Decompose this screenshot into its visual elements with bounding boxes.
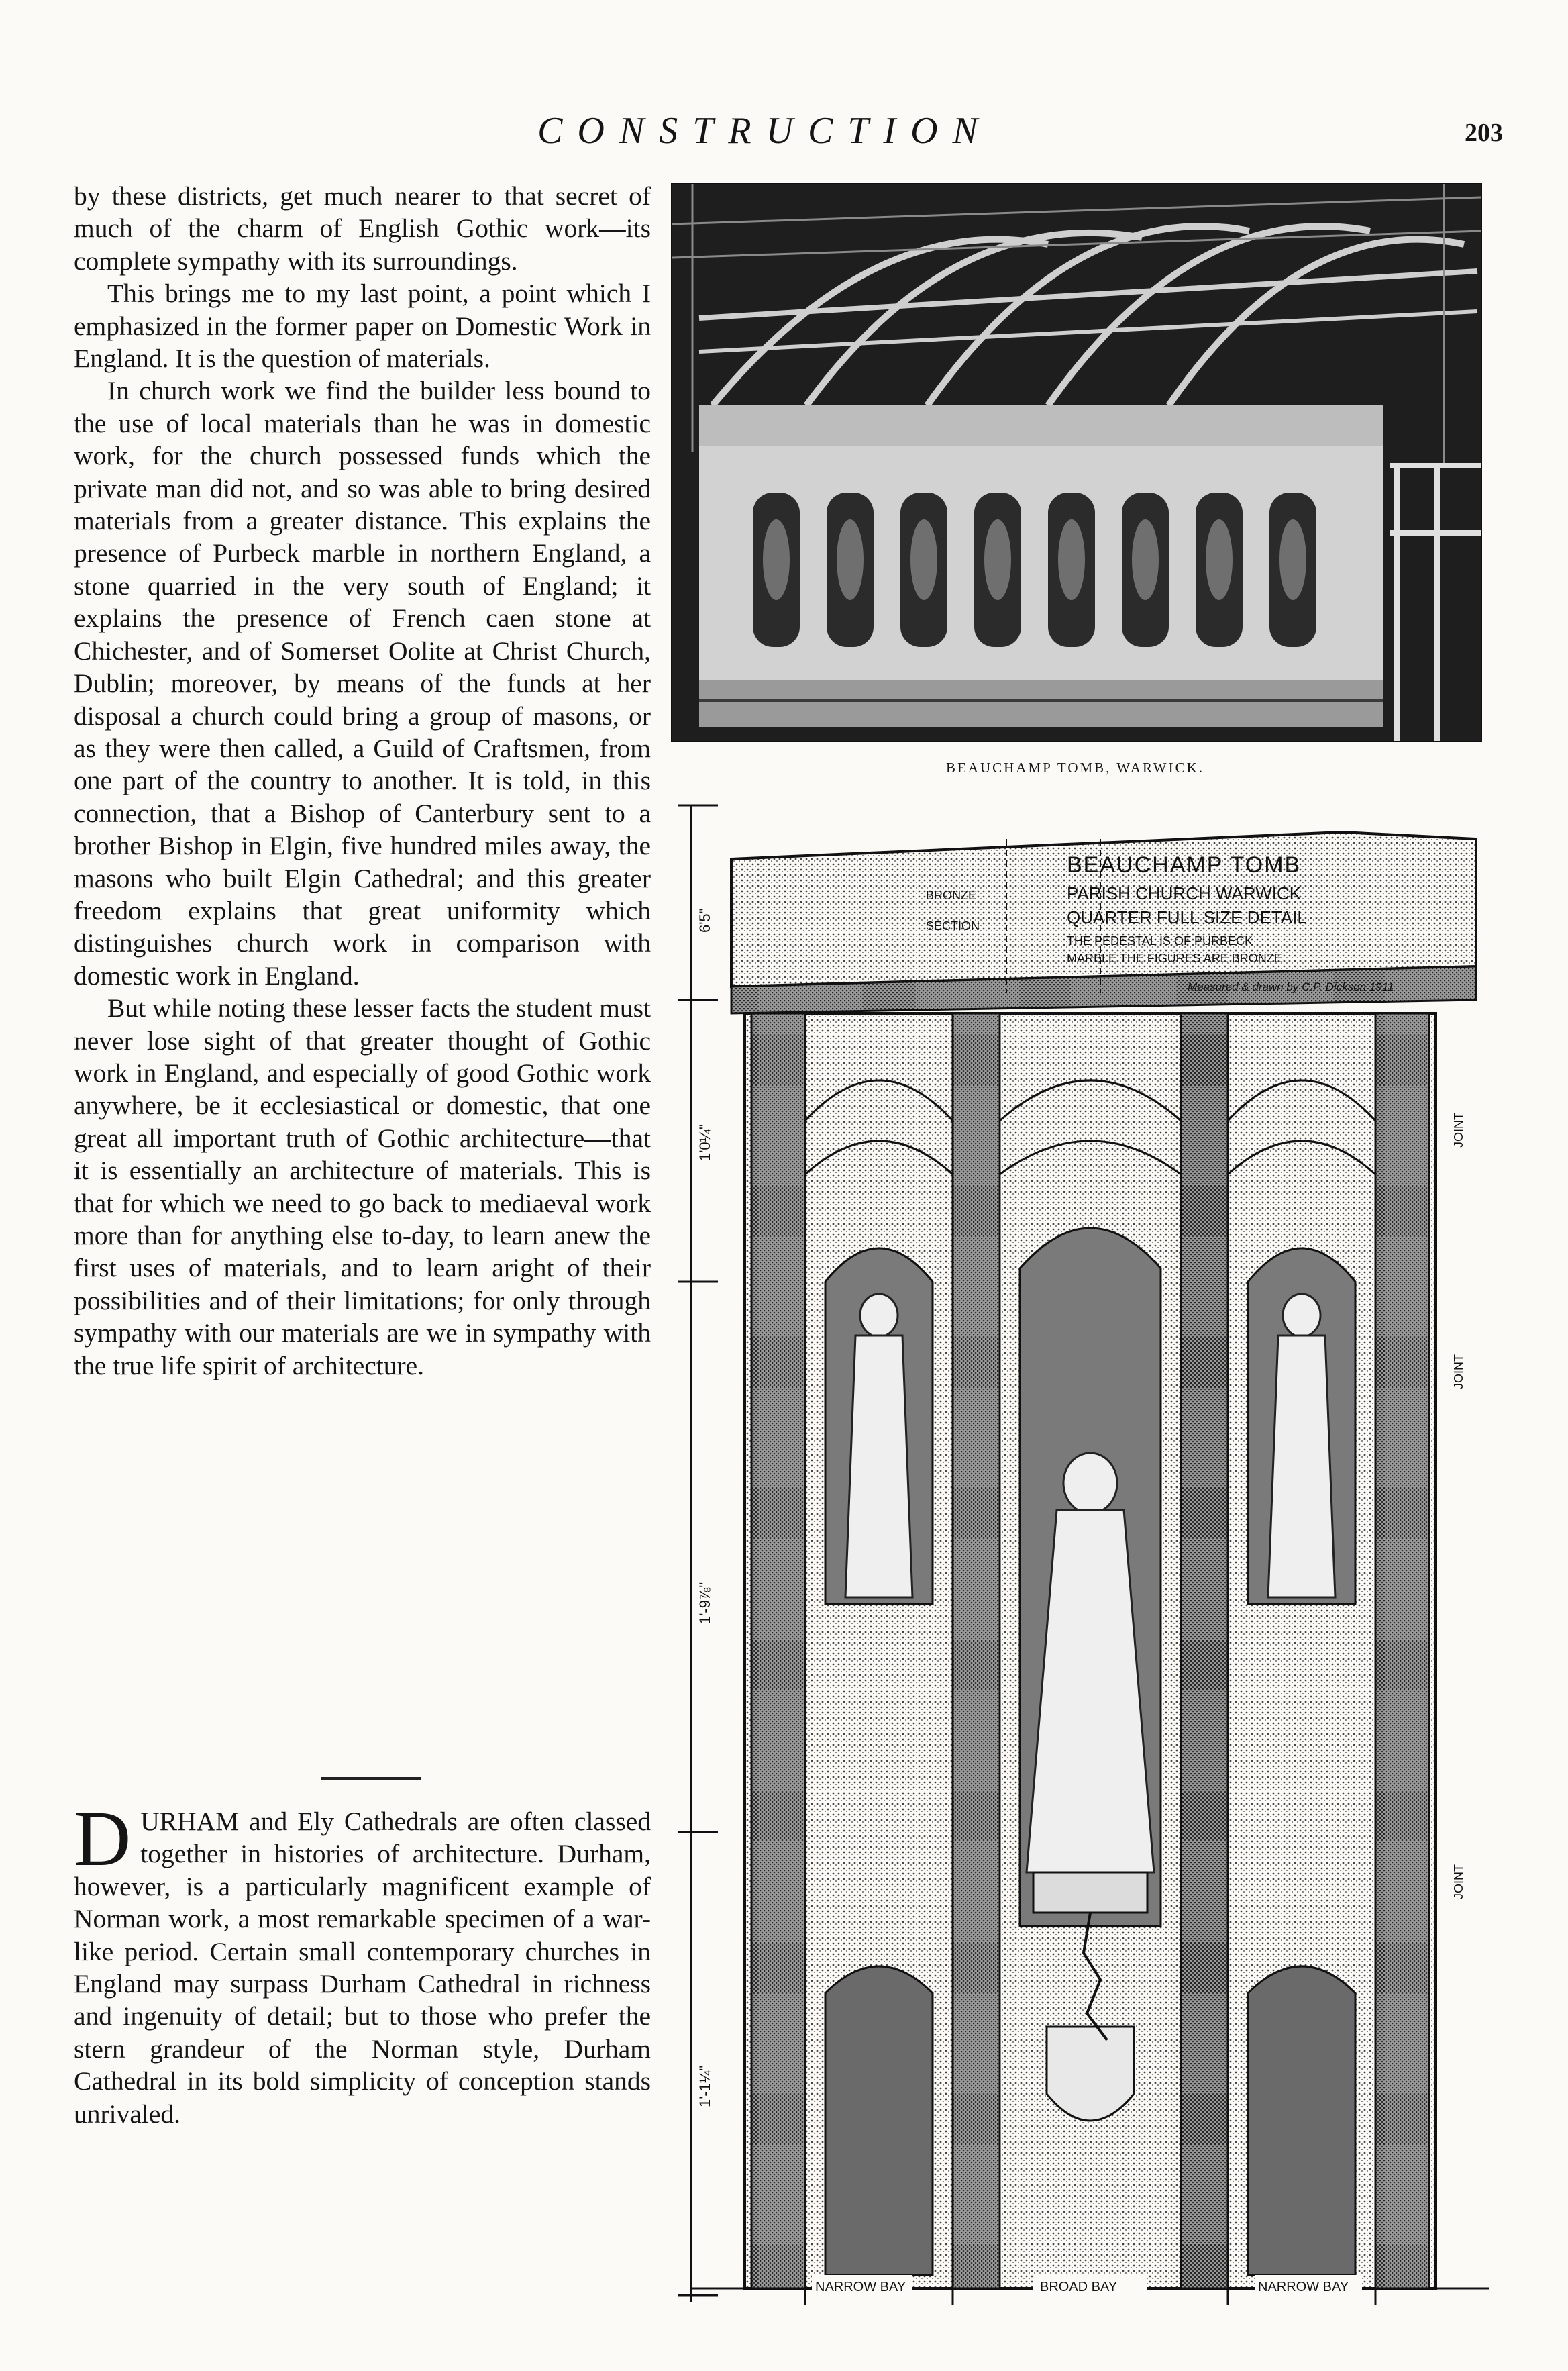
durham-article: [74, 1795, 651, 2130]
section-label: SECTION: [926, 919, 980, 933]
measured-drawing: [671, 799, 1503, 2315]
durham-text: URHAM and Ely Cathedrals are often classed together in histories of architecture. Durham, however, is a particularly magnificent example of Norman work, a most remarkable specimen of a war-like period. Certain small contemporary churches in England may surpass Durham Cathedral in richness and ingenuity of detail; but to those who prefer the stern grandeur of the Norman style, Durham Cathedral in its bold simplicity of conception stands unrivaled.: [74, 1807, 651, 2129]
running-title: CONSTRUCTION: [537, 110, 992, 152]
dimension-label: 1'0¼": [696, 1124, 713, 1161]
dimension-label: 1'-1¼": [696, 2065, 713, 2107]
dimension-label: 6'5": [696, 908, 713, 933]
paragraph: But while noting these lesser facts the student must never lose sight of that greater thought of Gothic work in England, and especially of good Gothic work anywhere, be it ecclesiastical or domestic, that one great all important truth of Gothic architecture—that it is essentially an architecture of materials. This is that for which we need to go back to mediaeval work more than for anything else to-day, to learn anew the first uses of materials, and to learn aright of their possibilities and of their limitations; for only through sympathy with our materials are we in sympathy with the true life spirit of architecture.: [74, 993, 651, 1380]
drop-cap: D: [74, 1795, 132, 1882]
paragraph: This brings me to my last point, a point which I emphasized in the former paper on Domestic Work in England. It is the question of materials.: [74, 279, 651, 374]
paragraph: by these districts, get much nearer to that secret of much of the charm of English Gothic work—its complete sympathy with its surroundings.: [74, 181, 651, 276]
beauchamp-tomb-photo: [671, 183, 1482, 742]
bay-label: NARROW BAY: [815, 2280, 906, 2294]
drawing-title-line: BEAUCHAMP TOMB: [1067, 852, 1302, 878]
dimension-label: 1'-9⅞": [696, 1582, 713, 1624]
drawing-title-line: PARISH CHURCH WARWICK: [1067, 883, 1302, 903]
bronze-label: BRONZE: [926, 889, 977, 902]
joint-label: JOINT: [1452, 1354, 1465, 1389]
tomb-photo-illustration: [672, 184, 1481, 741]
drawing-title-line: MARBLE THE FIGURES ARE BRONZE: [1067, 952, 1282, 965]
joint-label: JOINT: [1452, 1113, 1465, 1148]
photo-caption: BEAUCHAMP TOMB, WARWICK.: [945, 760, 1205, 776]
durham-paragraph: [74, 1795, 651, 2130]
drawing-title-line: THE PEDESTAL IS OF PURBECK: [1067, 934, 1253, 948]
article-text-column: [74, 180, 651, 1382]
section-divider: [321, 1777, 421, 1780]
drawing-signature: Measured & drawn by C.P. Dickson 1911: [1188, 980, 1394, 993]
drawing-title-line: QUARTER FULL SIZE DETAIL: [1067, 907, 1307, 927]
paragraph: In church work we find the builder less bound to the use of local materials than he was in domestic work, for the church possessed funds which the private man did not, and so was able to bring desired materials from a greater distance. This explains the presence of Purbeck marble in northern England, a stone quarried in the very south of England; it explains the presence of French caen stone at Chichester, and of Somerset Oolite at Christ Church, Dublin; moreover, by means of the funds at her disposal a church could bring a group of masons, or as they were then called, a Guild of Craftsmen, from one part of the country to another. It is told, in this connection, that a Bishop of Canterbury sent to a brother Bishop in Elgin, five hundred miles away, the masons who built Elgin Cathedral; and this greater freedom explains that great uniformity which distinguishes church work in comparison with domestic work in England.: [74, 376, 651, 991]
tomb-elevation-drawing: [671, 799, 1503, 2315]
bay-label: BROAD BAY: [1040, 2280, 1118, 2294]
page-number: 203: [1465, 119, 1503, 147]
bay-label: NARROW BAY: [1258, 2280, 1349, 2294]
joint-label: JOINT: [1452, 1864, 1465, 1899]
